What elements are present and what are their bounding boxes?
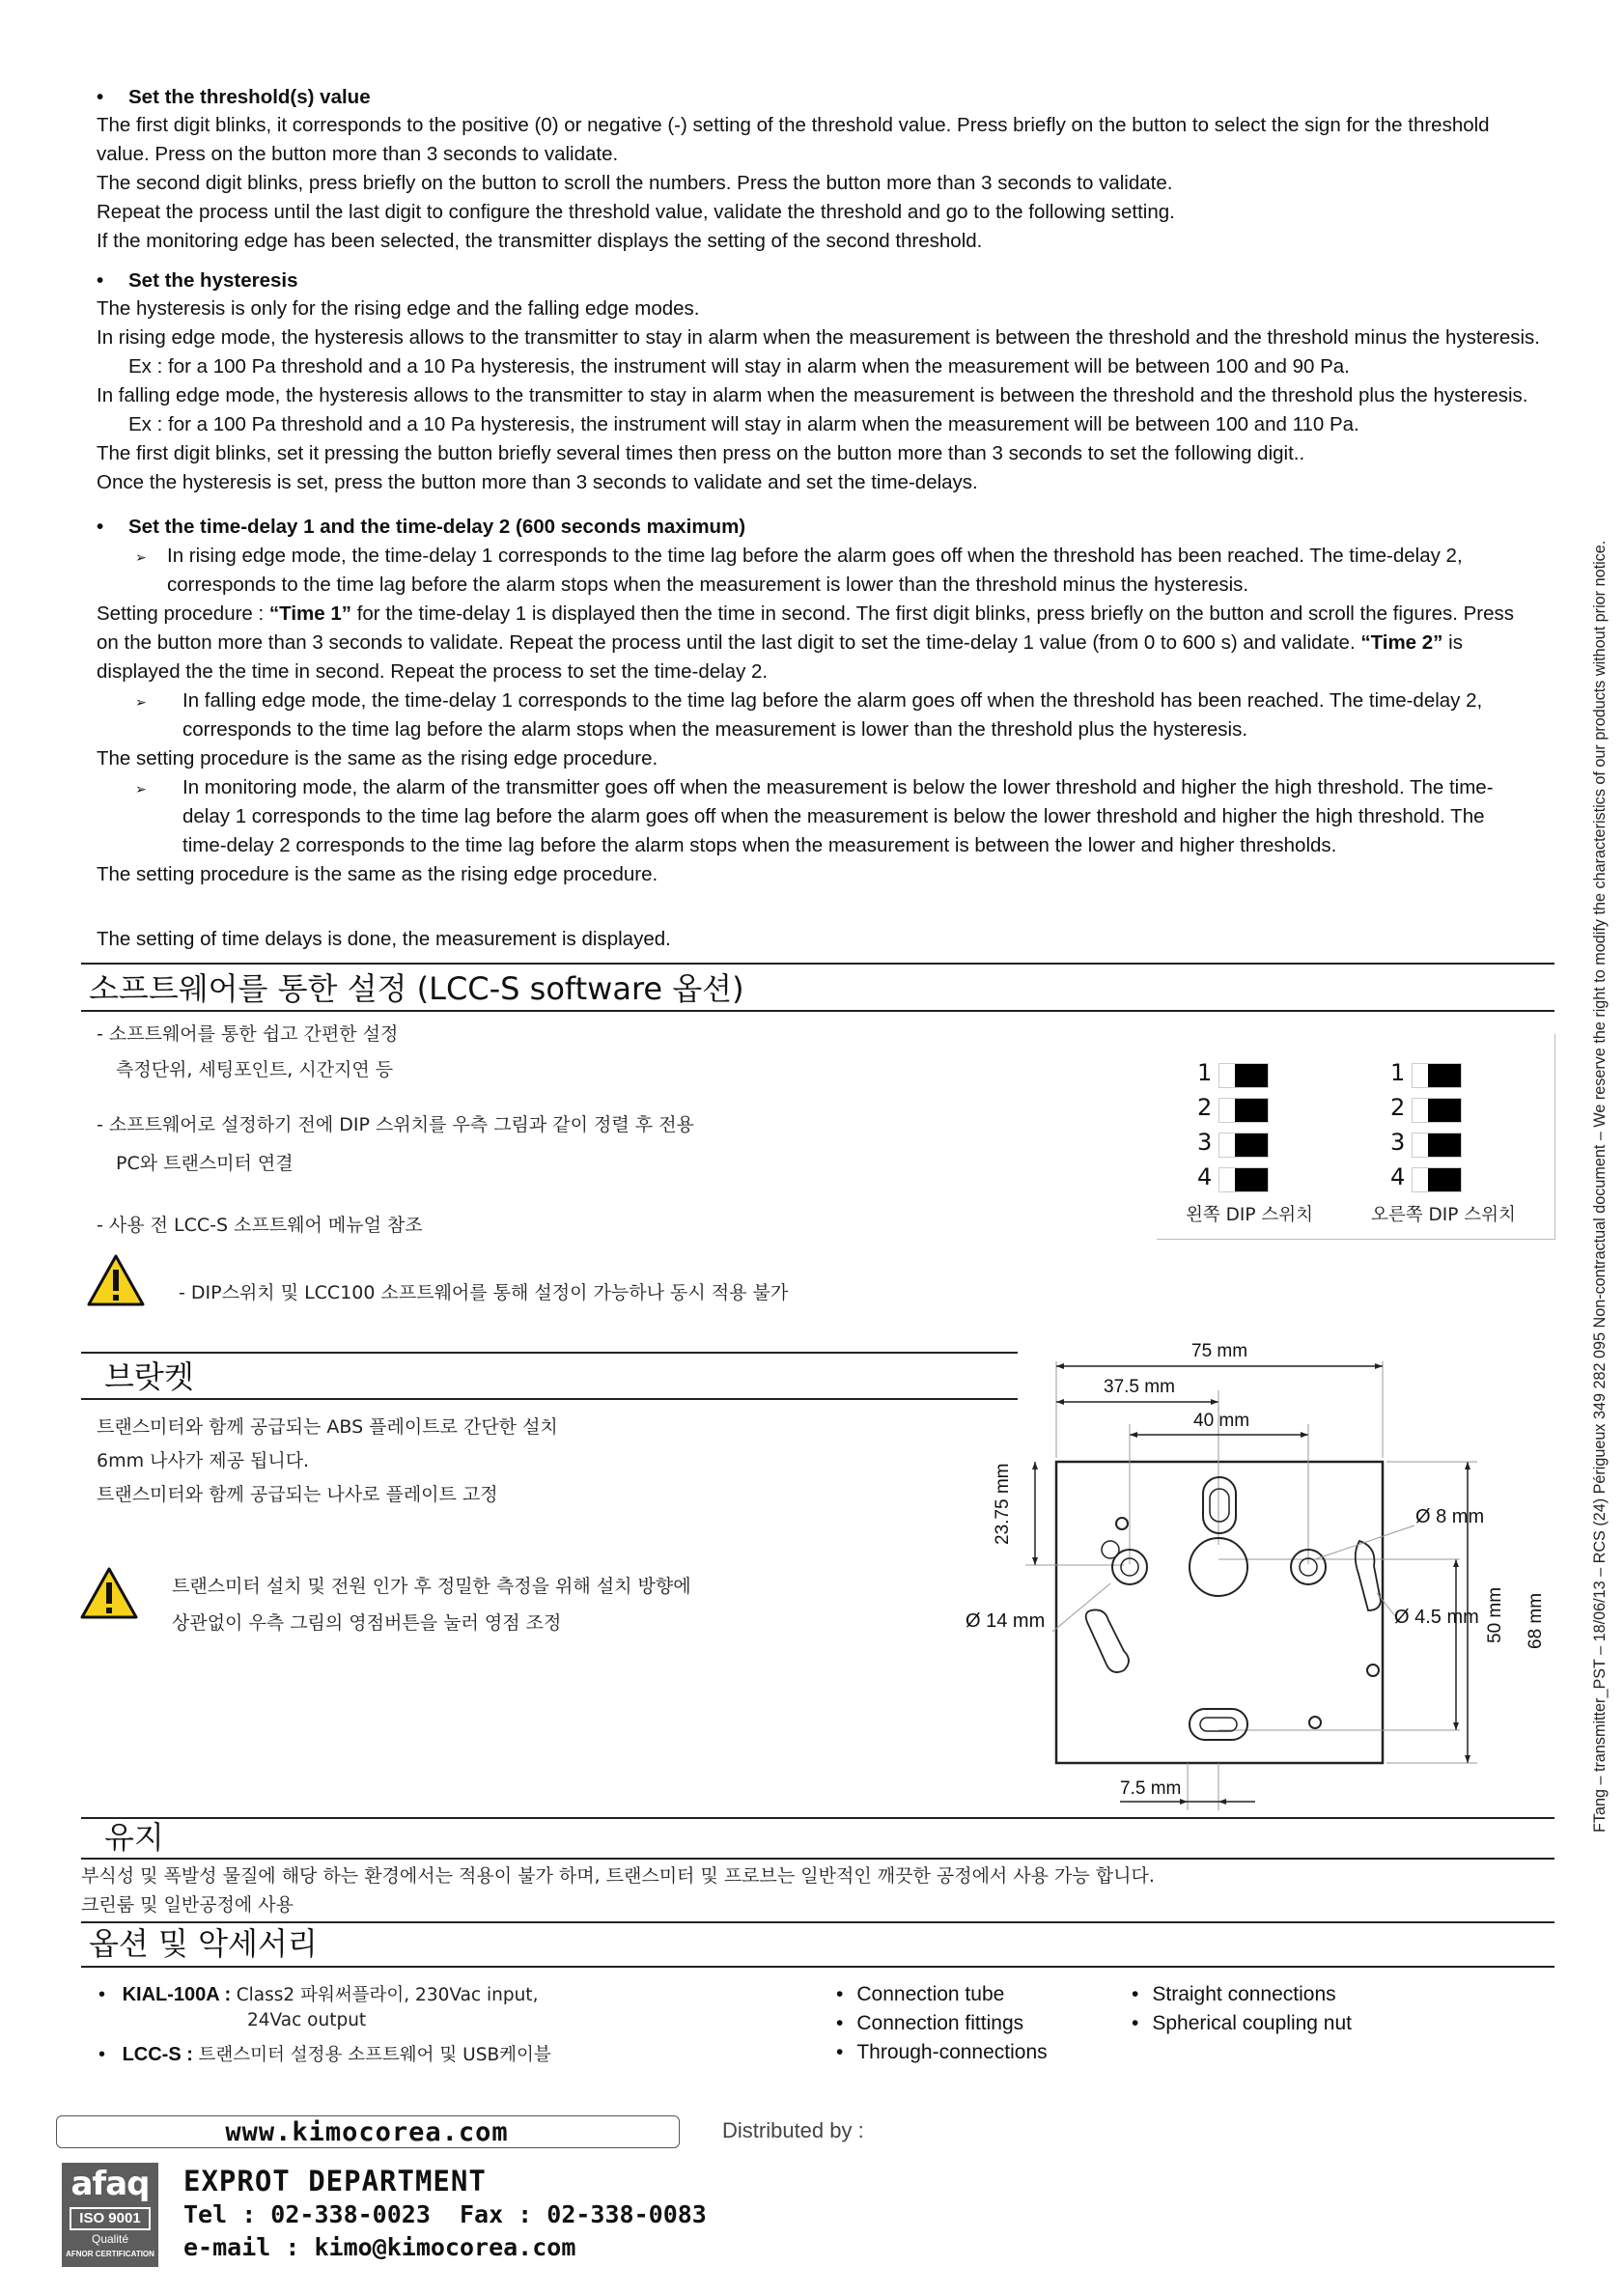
same-procedure: The setting procedure is the same as the rising edge procedure.: [97, 863, 658, 885]
logo-afnor-text: AFNOR CERTIFICATION: [66, 2250, 154, 2258]
arrow-bullet-icon: ➢: [135, 781, 147, 797]
dip-toggle: [1218, 1133, 1269, 1158]
accessories-col2: [836, 1980, 1048, 2067]
threshold-line: Repeat the process until the last digit to configure the threshold value, validate the threshold and go to the following setting.: [97, 201, 1175, 223]
accessory-label: Spherical coupling nut: [1152, 2012, 1352, 2034]
accessory-item: • Through-connections: [836, 2041, 1048, 2063]
hysteresis-line: In rising edge mode, the hysteresis allows to the transmitter to stay in alarm when the measurement is between the threshold and the threshold minus the hysteresis.: [97, 326, 1540, 349]
procedure-line: displayed the the time in second. Repeat the process to set the time-delay 2.: [97, 660, 769, 683]
dip-toggle: [1218, 1167, 1269, 1192]
options-title: 옵션 및 악세서리: [89, 1925, 318, 1962]
dip-toggle: [1412, 1098, 1462, 1123]
dim-14: [966, 1610, 1045, 1633]
accessory-label: Straight connections: [1152, 1983, 1336, 2005]
logo-qualite-text: Qualité: [91, 2232, 129, 2246]
divider: [81, 1966, 1554, 1968]
warning-icon: [79, 1566, 139, 1620]
dim-75: 75 mm: [1191, 1341, 1248, 1361]
threshold-line: If the monitoring edge has been selected, the transmitter displays the setting of the second threshold.: [97, 230, 983, 252]
divider: [81, 1010, 1554, 1012]
threshold-heading: [97, 83, 371, 112]
hysteresis-example: Ex : for a 100 Pa threshold and a 10 Pa hysteresis, the instrument will stay in alarm when the measurement will be between 100 and 110 Pa.: [128, 413, 1359, 435]
time1-label: “Time 1”: [268, 602, 351, 625]
hysteresis-line: The first digit blinks, set it pressing the button briefly several times then press on the button more than 3 seconds to set the following digit..: [97, 442, 1305, 464]
option-lcc: [98, 2040, 551, 2070]
falling-text: In falling edge mode, the time-delay 1 corresponds to the time lag before the alarm goes off when the threshold has been reached. The time-delay 2,: [182, 689, 1483, 712]
bracket-title: 브랏켓: [104, 1358, 194, 1395]
kial-text: 24Vac output: [247, 2010, 367, 2030]
arrow-bullet-icon: ➢: [135, 694, 147, 710]
bullet: •: [98, 1984, 106, 2005]
bracket-line: 트랜스미터와 함께 공급되는 나사로 플레이트 고정: [97, 1484, 498, 1505]
hysteresis-heading-text: Set the hysteresis: [128, 269, 298, 292]
website-link[interactable]: www.kimocorea.com: [225, 2117, 509, 2147]
bullet: •: [97, 86, 104, 108]
procedure-text: for the time-delay 1 is displayed then the time in second. The first digit blinks, press briefly on the button and scroll the figures. Press: [351, 602, 1515, 625]
dip-toggle: [1218, 1063, 1269, 1088]
threshold-line: The first digit blinks, it corresponds to the positive (0) or negative (-) setting of the threshold value. Press briefly on the button to select the sign for the threshold: [97, 114, 1490, 136]
software-line: - 소프트웨어로 설정하기 전에 DIP 스위치를 우측 그림과 같이 정렬 후 전용: [97, 1114, 694, 1135]
timedelay-heading-text: Set the time-delay 1 and the time-delay 2 (600 seconds maximum): [128, 516, 746, 538]
time2-label: “Time 2”: [1360, 631, 1443, 654]
dip-number: 1: [1390, 1059, 1406, 1086]
bracket-line: 6mm 나사가 제공 됩니다.: [97, 1450, 310, 1471]
diameter-icon: Ø: [1394, 1607, 1410, 1628]
dim-50: 50 mm: [1485, 1586, 1505, 1643]
accessory-item: • Connection fittings: [836, 2012, 1024, 2034]
dip-switch-left: [1197, 1059, 1313, 1190]
afaq-logo: [62, 2163, 158, 2267]
dip-number: 2: [1390, 1094, 1406, 1121]
procedure-text: Setting procedure :: [97, 602, 269, 625]
dim-23-75: 23.75 mm: [993, 1463, 1013, 1545]
bracket-drawing: [956, 1332, 1574, 1834]
monitor-text: In monitoring mode, the alarm of the transmitter goes off when the measurement is below the lower threshold and higher the high threshold. The time-: [182, 776, 1494, 798]
arrow-bullet-icon: ➢: [135, 549, 147, 565]
accessory-label: Connection tube: [856, 1983, 1005, 2005]
procedure-line: [97, 629, 1463, 658]
logo-iso-text: ISO 9001: [70, 2207, 151, 2230]
dip-switch-right: [1390, 1059, 1506, 1190]
accessory-label: Connection fittings: [856, 2012, 1024, 2034]
dip-toggle: [1218, 1098, 1269, 1123]
procedure-line: [97, 600, 1514, 629]
dip-left-label: 왼쪽 DIP 스위치: [1186, 1205, 1313, 1225]
contact-email[interactable]: e-mail : kimo@kimocorea.com: [183, 2233, 576, 2261]
threshold-heading-text: Set the threshold(s) value: [128, 86, 371, 108]
dim-68: 68 mm: [1526, 1592, 1546, 1649]
dip-number: 2: [1197, 1094, 1213, 1121]
dim-7-5: 7.5 mm: [1120, 1778, 1182, 1799]
dim-40: 40 mm: [1193, 1411, 1250, 1431]
accessory-item: • Spherical coupling nut: [1132, 2012, 1352, 2034]
dip-number: 4: [1390, 1163, 1406, 1190]
logo-afaq-text: afaq: [70, 2165, 150, 2203]
rising-text: corresponds to the time lag before the alarm stops when the measurement is lower than the threshold minus the hysteresis.: [167, 574, 1249, 596]
software-title: 소프트웨어를 통한 설정 (LCC-S software 옵션): [89, 970, 744, 1007]
dip-toggle: [1412, 1167, 1462, 1192]
dip-number: 4: [1197, 1163, 1213, 1190]
dim-8-text: 8 mm: [1436, 1506, 1485, 1527]
falling-text: corresponds to the time lag before the alarm stops when the measurement is lower than the threshold plus the hysteresis.: [182, 718, 1248, 741]
software-line: - 사용 전 LCC-S 소프트웨어 메뉴얼 참조: [97, 1215, 423, 1236]
divider: [81, 1817, 1554, 1819]
accessories-col3: [1132, 1980, 1352, 2038]
dim-37-5: 37.5 mm: [1104, 1377, 1175, 1397]
same-procedure: The setting procedure is the same as the rising edge procedure.: [97, 747, 658, 770]
dip-number: 1: [1197, 1059, 1213, 1086]
option-kial: [98, 1980, 538, 2010]
hysteresis-line: In falling edge mode, the hysteresis allows to the transmitter to stay in alarm when the measurement is between the threshold and the threshold plus the hysteresis.: [97, 384, 1528, 406]
maintenance-line: 크린룸 및 일반공정에 사용: [81, 1894, 294, 1916]
divider: [81, 1398, 1018, 1400]
export-department: EXPROT DEPARTMENT: [183, 2165, 487, 2197]
accessory-item: • Connection tube: [836, 1983, 1005, 2005]
dip-right-label: 오른쪽 DIP 스위치: [1371, 1205, 1516, 1225]
hysteresis-heading: [97, 266, 297, 295]
dim-8: [1415, 1506, 1484, 1528]
dim-14-text: 14 mm: [986, 1610, 1046, 1632]
lcc-label: LCC-S: [122, 2044, 182, 2065]
diameter-icon: Ø: [1415, 1506, 1431, 1527]
monitor-text: delay 1 corresponds to the time lag before the alarm goes off when the measurement is below the lower threshold and higher the high threshold. The: [182, 805, 1485, 827]
bullet: •: [98, 2044, 106, 2065]
accessory-label: Through-connections: [856, 2041, 1048, 2063]
bracket-warning: 상관없이 우측 그림의 영점버튼을 눌러 영점 조정: [172, 1612, 562, 1634]
software-line: - 소프트웨어를 통한 쉽고 간편한 설정: [97, 1023, 399, 1045]
maintenance-line: 부식성 및 폭발성 물질에 해당 하는 환경에서는 적용이 불가 하며, 트랜스미터 및 프로브는 일반적인 깨끗한 공정에서 사용 가능 합니다.: [81, 1865, 1155, 1887]
kial-text: Class2 파워써플라이, 230Vac input,: [236, 1985, 539, 2005]
accessory-item: • Straight connections: [1132, 1983, 1336, 2005]
rising-text: In rising edge mode, the time-delay 1 corresponds to the time lag before the alarm goes off when the threshold has been reached. The time-delay 2,: [167, 545, 1463, 567]
separator: :: [181, 2044, 199, 2065]
hysteresis-line: Once the hysteresis is set, press the button more than 3 seconds to validate and set the time-delays.: [97, 471, 978, 493]
kial-label: KIAL-100A: [122, 1984, 219, 2005]
dip-number: 3: [1197, 1129, 1213, 1156]
hysteresis-example: Ex : for a 100 Pa threshold and a 10 Pa hysteresis, the instrument will stay in alarm when the measurement will be between 100 and 90 Pa.: [128, 355, 1350, 378]
procedure-text: on the button more than 3 seconds to validate. Repeat the process until the last digit to set the time-delay 1 value (from 0 to 600 s) and validate.: [97, 631, 1361, 654]
divider: [81, 963, 1554, 965]
distributed-by: Distributed by :: [722, 2118, 864, 2142]
diameter-icon: Ø: [966, 1610, 981, 1632]
done-text: The setting of time delays is done, the measurement is displayed.: [97, 928, 671, 950]
dip-number: 3: [1390, 1129, 1406, 1156]
divider: [81, 1352, 1018, 1354]
dim-4-5: [1394, 1607, 1479, 1629]
monitor-text: time-delay 2 corresponds to the time lag before the alarm stops when the measurement is between the lower and higher thresholds.: [182, 834, 1337, 856]
dim-4-5-text: 4.5 mm: [1414, 1607, 1479, 1628]
software-line: 측정단위, 세팅포인트, 시간지연 등: [116, 1059, 394, 1080]
timedelay-heading: [97, 513, 745, 542]
bracket-line: 트랜스미터와 함께 공급되는 ABS 플레이트로 간단한 설치: [97, 1416, 558, 1438]
procedure-text: is: [1442, 631, 1463, 654]
lcc-text: 트랜스미터 설정용 소프트웨어 및 USB케이블: [198, 2045, 551, 2065]
hysteresis-line: The hysteresis is only for the rising edge and the falling edge modes.: [97, 297, 700, 320]
separator: :: [218, 1984, 237, 2005]
bracket-warning: 트랜스미터 설치 및 전원 인가 후 정밀한 측정을 위해 설치 방향에: [172, 1576, 691, 1597]
warning-icon: [86, 1253, 146, 1307]
threshold-line: value. Press on the button more than 3 seconds to validate.: [97, 143, 619, 165]
bullet: •: [97, 269, 104, 292]
bullet: •: [97, 516, 104, 538]
side-legal-text: FTang – transmitter_PST – 18/06/13 – RCS (24) Périgueux 349 282 095 Non-contractual document – We reserve the right to modify the characteristics of our products without prior notice.: [1591, 540, 1609, 1833]
maintenance-title: 유지: [104, 1819, 164, 1856]
software-warning: - DIP스위치 및 LCC100 소프트웨어를 통해 설정이 가능하나 동시 적용 불가: [179, 1282, 789, 1303]
software-line: PC와 트랜스미터 연결: [116, 1153, 294, 1174]
dip-toggle: [1412, 1133, 1462, 1158]
contact-phone: Tel : 02-338-0023 Fax : 02-338-0083: [183, 2200, 707, 2228]
dip-toggle: [1412, 1063, 1462, 1088]
threshold-line: The second digit blinks, press briefly on the button to scroll the numbers. Press the button more than 3 seconds to validate.: [97, 172, 1173, 194]
